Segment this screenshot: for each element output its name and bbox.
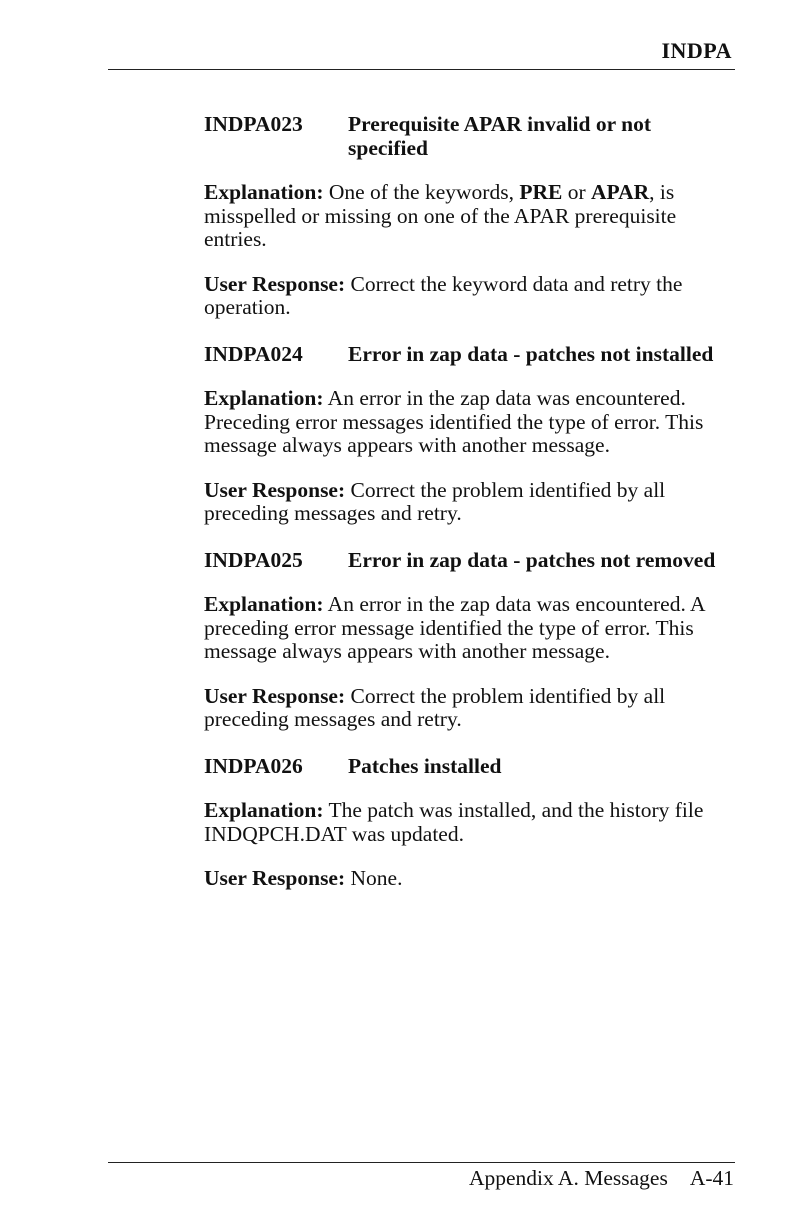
explanation-label: Explanation: (204, 592, 324, 616)
message-id: INDPA024 (204, 341, 303, 366)
explanation-text: or (562, 180, 591, 204)
message-title: Patches installed (348, 753, 502, 778)
user-response (204, 685, 734, 732)
explanation-text: One of the keywords, (323, 180, 520, 204)
footer-section: Appendix A. Messages (468, 1166, 668, 1190)
response-text: Correct the problem identified by all preceding messages and retry. (204, 477, 666, 525)
explanation (204, 387, 734, 458)
user-response (204, 273, 734, 320)
response-text: Correct the keyword data and retry the operation. (204, 271, 683, 319)
explanation-label: Explanation: (204, 798, 324, 822)
message-id: INDPA026 (204, 753, 303, 778)
keyword-apar: APAR (591, 180, 650, 204)
response-label: User Response: (204, 683, 346, 708)
message-entry (204, 343, 734, 526)
explanation-text: , is misspelled or missing on one of the APAR prerequisite entries. (204, 180, 677, 251)
message-id: INDPA025 (204, 547, 303, 572)
explanation (204, 181, 734, 252)
explanation (204, 799, 734, 846)
explanation-label: Explanation: (204, 180, 324, 204)
response-text: None. (345, 866, 403, 890)
explanation-text: An error in the zap data was encountered. A preceding error message identified the type of error. This message always appears with another message. (204, 592, 705, 663)
message-title: Error in zap data - patches not installed (348, 341, 714, 366)
explanation-text: The patch was installed, and the history file INDQPCH.DAT was updated. (204, 798, 704, 846)
message-entry (204, 755, 734, 891)
explanation-text: An error in the zap data was encountered. Preceding error messages identified the type of error. This message always appears with another message. (204, 386, 704, 457)
message-list (204, 113, 734, 914)
keyword-pre: PRE (519, 180, 563, 204)
header-rule (108, 69, 735, 70)
explanation-label: Explanation: (204, 386, 324, 410)
message-heading (204, 549, 734, 573)
message-entry (204, 113, 734, 320)
message-heading (204, 113, 734, 160)
page-number: A-41 (689, 1166, 734, 1190)
explanation (204, 593, 734, 664)
user-response (204, 867, 734, 891)
response-label: User Response: (204, 866, 346, 890)
message-entry (204, 549, 734, 732)
page-footer (469, 1166, 734, 1191)
response-text: Correct the problem identified by all preceding messages and retry. (204, 683, 666, 731)
running-head: INDPA (661, 38, 732, 63)
message-id: INDPA023 (204, 112, 303, 136)
response-label: User Response: (204, 477, 346, 502)
response-label: User Response: (204, 271, 346, 296)
message-heading (204, 755, 734, 779)
message-heading (204, 343, 734, 367)
message-title: Prerequisite APAR invalid or not specified (348, 112, 651, 160)
footer-rule (108, 1162, 735, 1163)
message-title: Error in zap data - patches not removed (348, 547, 716, 572)
user-response (204, 479, 734, 526)
